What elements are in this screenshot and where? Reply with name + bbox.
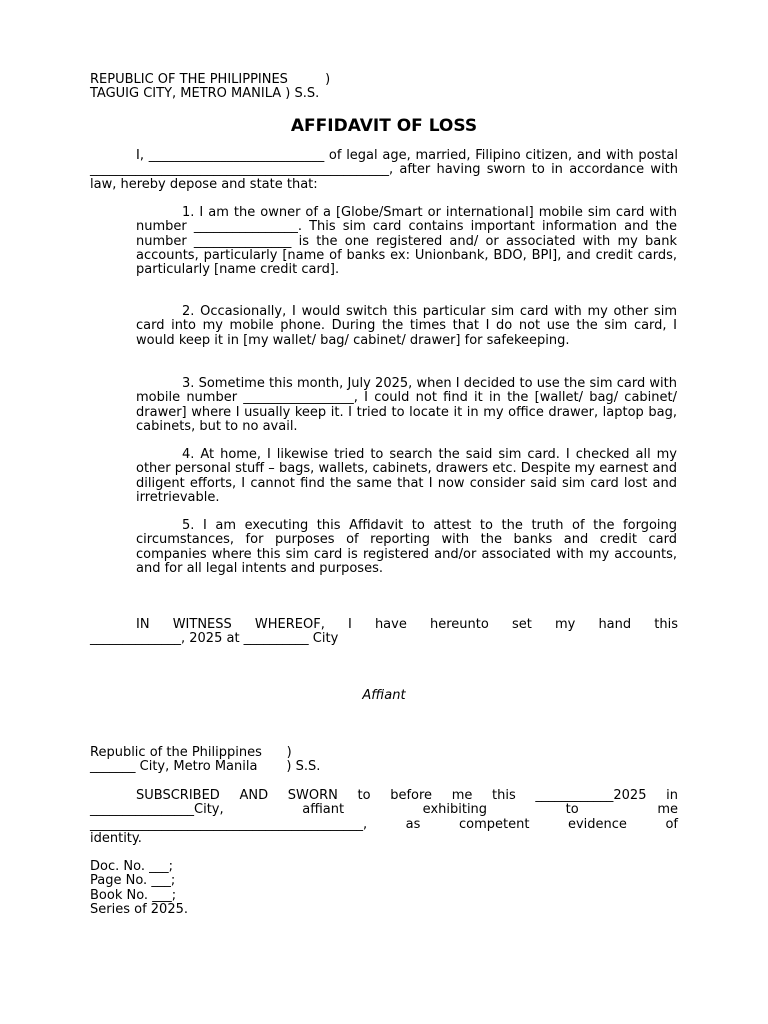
jurat-line-3: __________________________________________, as competent evidence of <box>90 816 678 832</box>
venue-line-1: REPUBLIC OF THE PHILIPPINES ) <box>90 72 331 87</box>
notarial-details <box>90 860 678 917</box>
paragraph-2: 2. Occasionally, I would switch this particular sim card with my other sim card into my mobile phone. During the times that I do not use the sim card, I would keep it in [my wallet/ bag/ cabinet/ drawer] for safekeeping. <box>136 304 677 348</box>
page-number: Page No. ___; <box>90 873 176 889</box>
jurat-line-2: ________________City, affiant exhibiting to me <box>90 802 678 818</box>
intro-paragraph: I, ___________________________ of legal age, married, Filipino citizen, and with postal ______________________________________________, after having sworn to in accordance with law, hereby depose and state that: <box>90 148 678 192</box>
jurat-line-4: identity. <box>90 830 142 846</box>
jurat-venue-line-2: _______ City, Metro Manila ) S.S. <box>90 759 321 775</box>
witness-line-1: IN WITNESS WHEREOF, I have hereunto set my hand this <box>136 617 678 632</box>
paragraph-4: 4. At home, I likewise tried to search the said sim card. I checked all my other personal stuff – bags, wallets, cabinets, drawers etc. Despite my earnest and diligent efforts, I cannot find the same that I now consider said sim card lost and irretrievable. <box>136 447 677 505</box>
jurat-paragraph <box>90 789 678 846</box>
venue-line-2: TAGUIG CITY, METRO MANILA ) S.S. <box>90 86 320 102</box>
series-year: Series of 2025. <box>90 901 188 917</box>
paragraph-1: 1. I am the owner of a [Globe/Smart or international] mobile sim card with number ________________. This sim card contains important information and the number _______________ is the one registered and/ or associated with my bank accounts, particularly [name of banks ex: Unionbank, BDO, BPI], and credit cards, particularly [name credit card]. <box>136 205 677 278</box>
doc-number: Doc. No. ___; <box>90 859 173 874</box>
witness-line-2: ______________, 2025 at __________ City <box>90 631 339 647</box>
paragraph-3: 3. Sometime this month, July 2025, when I decided to use the sim card with mobile number _________________, I could not find it in the [wallet/ bag/ cabinet/ drawer] where I usually keep it. I tried to locate it in my office drawer, laptop bag, cabinets, but to no avail. <box>136 376 677 434</box>
venue-header <box>90 73 678 102</box>
witness-clause <box>90 618 678 647</box>
jurat-line-1: SUBSCRIBED AND SWORN to before me this ____________2025 in <box>136 788 678 803</box>
jurat-venue-line-1: Republic of the Philippines ) <box>90 745 292 760</box>
book-number: Book No. ___; <box>90 887 177 903</box>
paragraph-5: 5. I am executing this Affidavit to attest to the truth of the forgoing circumstances, for purposes of reporting with the banks and credit card companies where this sim card is registered and/or associated with my accounts, and for all legal intents and purposes. <box>136 518 677 576</box>
affiant-label: Affiant <box>362 688 406 703</box>
jurat-venue <box>90 746 678 775</box>
document-title: AFFIDAVIT OF LOSS <box>290 116 478 136</box>
